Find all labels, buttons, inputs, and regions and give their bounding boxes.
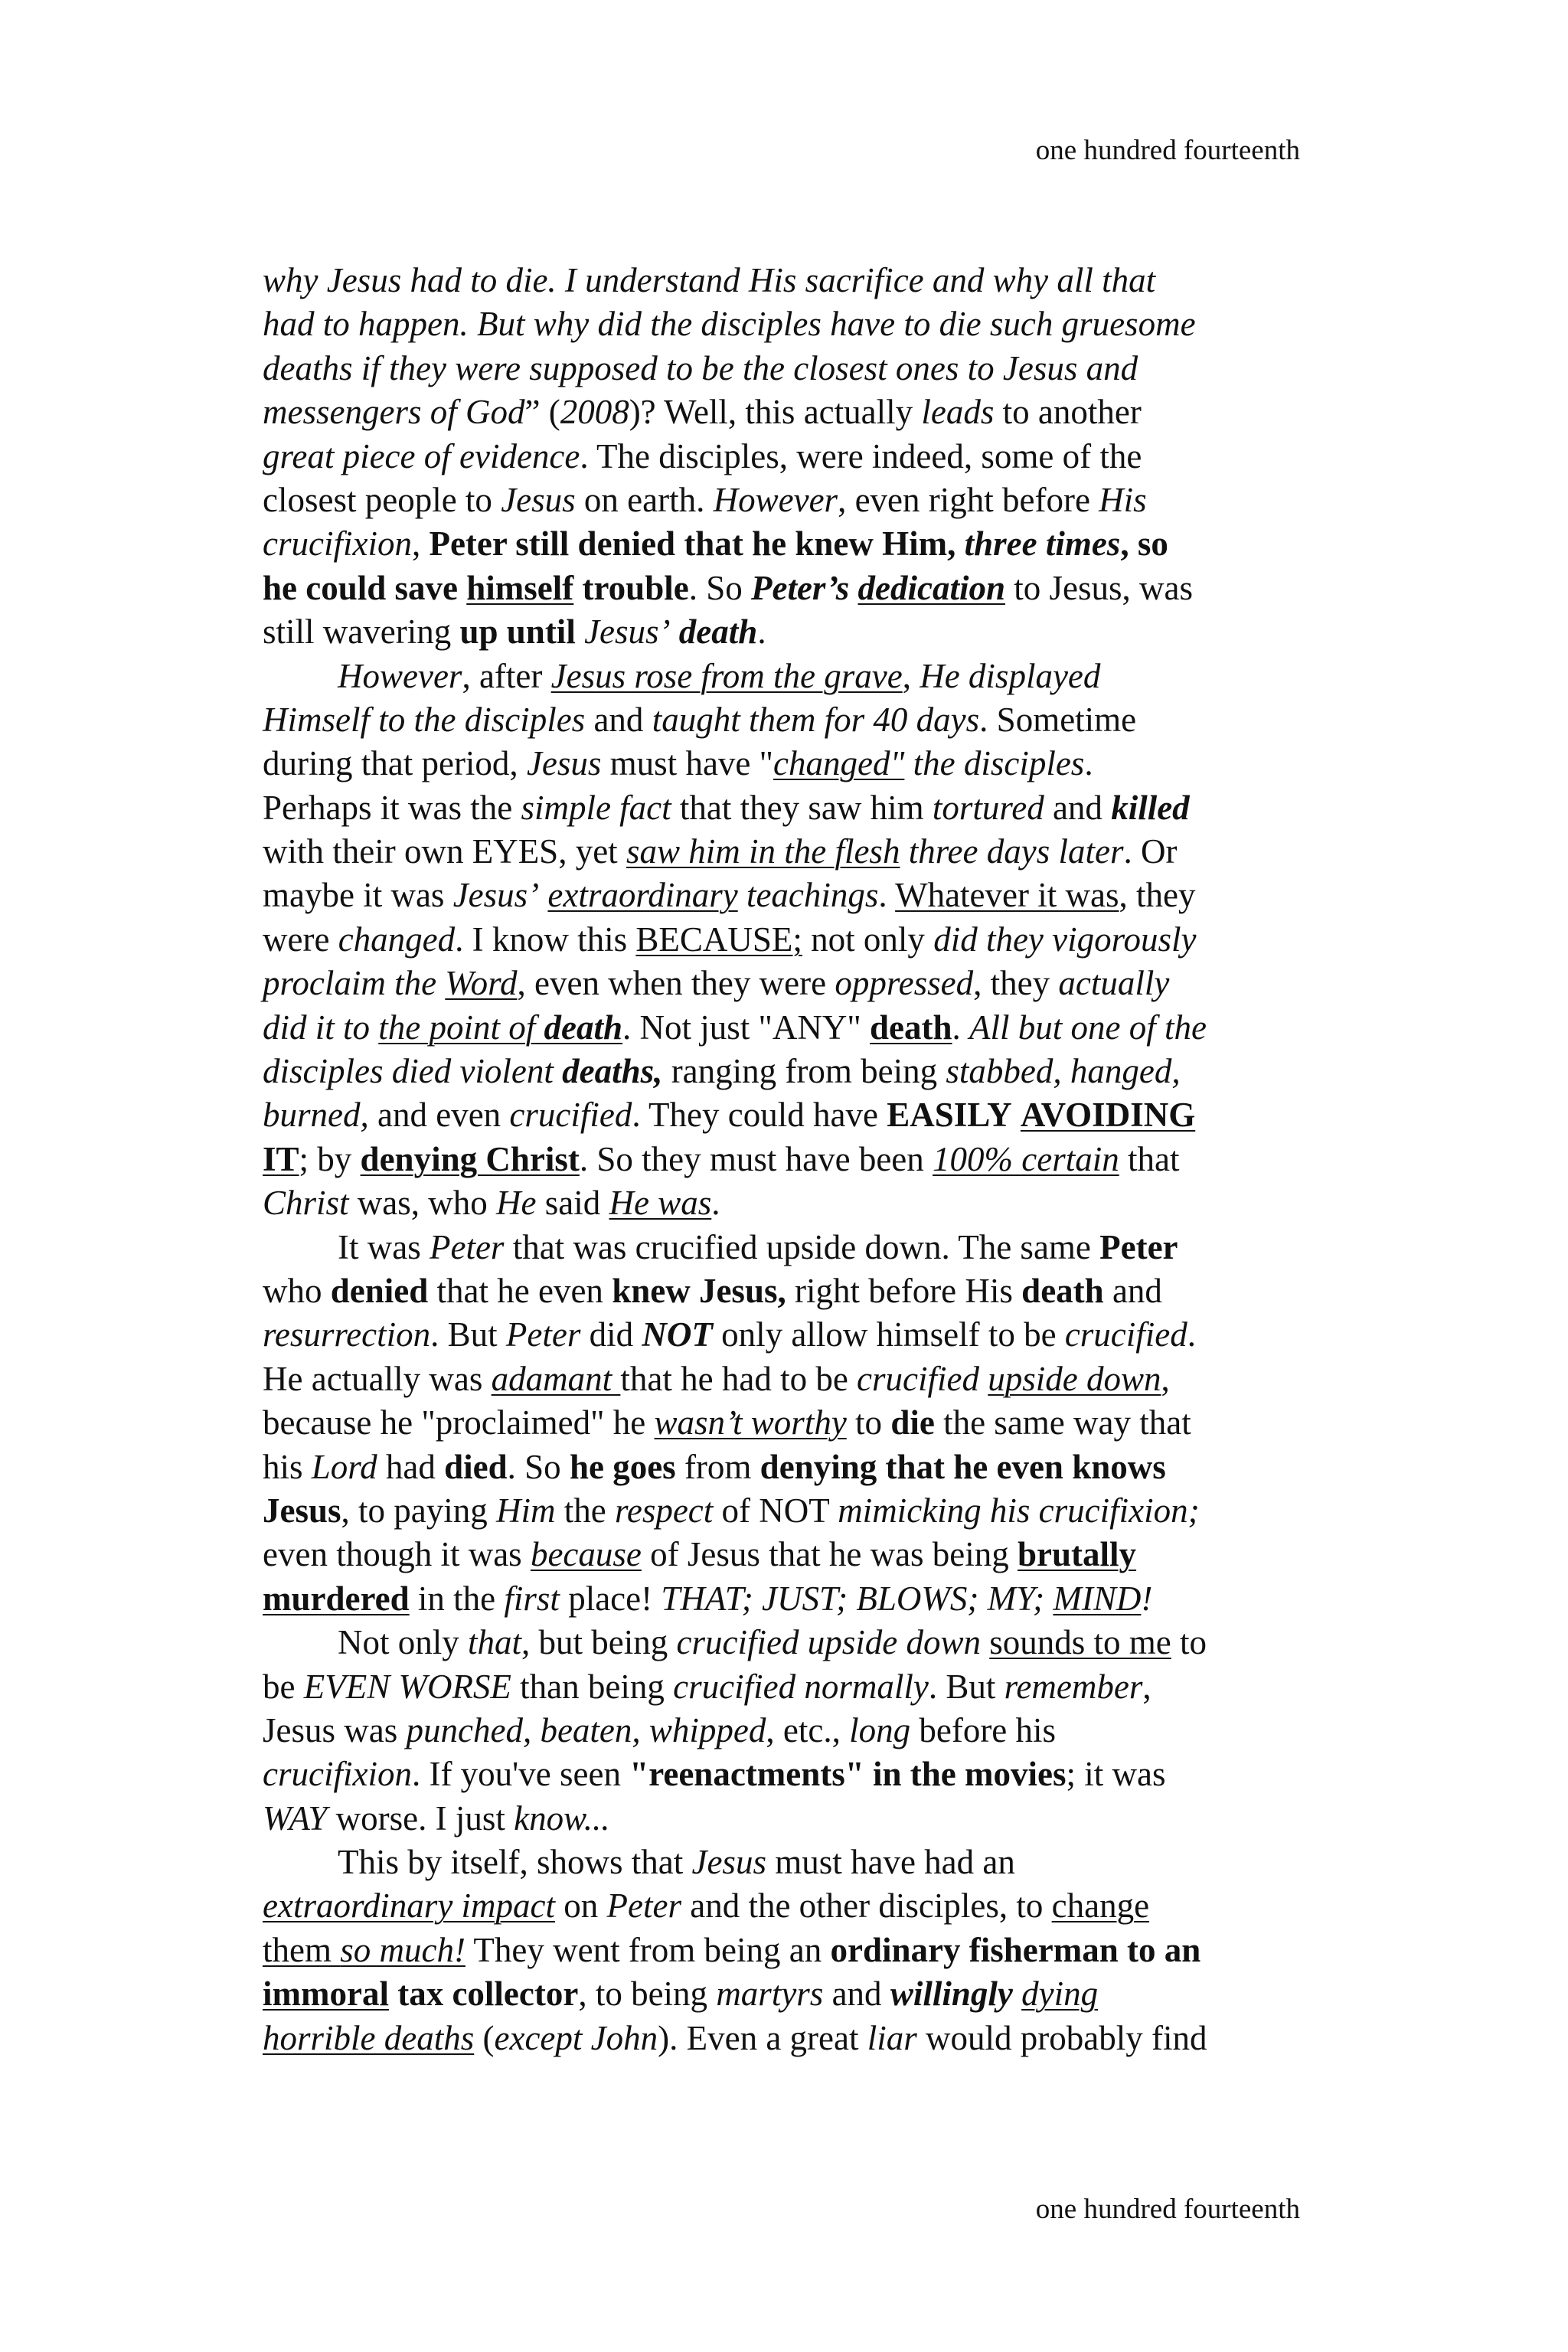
text-run: of NOT [713, 1491, 838, 1530]
text-run: He was [609, 1184, 712, 1223]
text-run: , to paying [341, 1491, 497, 1530]
text-run: messengers of God [263, 393, 525, 432]
text-line [263, 2017, 1319, 2060]
text-run: closest people to [263, 480, 501, 519]
text-run: , even when they were [517, 964, 835, 1003]
text-run: Not only [338, 1623, 469, 1662]
text-run: . Sometime [979, 700, 1137, 739]
text-run: They went from being an [465, 1930, 831, 1969]
text-run: died [444, 1447, 508, 1486]
text-run: because he "proclaimed" he [263, 1403, 655, 1442]
text-run: , even right before [838, 480, 1099, 519]
text-run: EVEN WORSE [303, 1667, 511, 1706]
text-line [263, 1709, 1319, 1753]
text-line [263, 1226, 1319, 1269]
text-line [263, 1665, 1319, 1709]
text-run: the point of [378, 1008, 544, 1047]
text-run: Perhaps it was the [263, 788, 521, 827]
text-run: were [263, 920, 338, 959]
text-run: he goes [569, 1447, 676, 1486]
text-line [263, 479, 1319, 522]
text-line [263, 259, 1319, 302]
text-run: , [902, 656, 920, 695]
text-run: crucified [857, 1359, 979, 1398]
text-run: . So [688, 568, 751, 607]
text-run: must have had an [766, 1843, 1015, 1882]
text-line [263, 1446, 1319, 1489]
text-run: . They could have [632, 1096, 887, 1135]
text-run: Lord [311, 1447, 377, 1486]
text-line [263, 1972, 1319, 2016]
text-run: know... [514, 1798, 610, 1838]
text-run: . But [928, 1667, 1004, 1706]
text-line [263, 1093, 1319, 1137]
text-run: 2008 [560, 393, 629, 432]
text-line [263, 1753, 1319, 1796]
text-run: , to being [578, 1975, 717, 2014]
text-run: ! [1141, 1579, 1153, 1618]
text-run [849, 569, 858, 607]
text-run: Peter [505, 1315, 581, 1354]
text-run: Peter [606, 1886, 681, 1926]
text-run: the same way that [934, 1403, 1191, 1442]
text-line [263, 302, 1319, 346]
text-run [981, 1623, 989, 1661]
text-run: It was [338, 1227, 430, 1266]
text-run [904, 744, 913, 782]
text-line [263, 1181, 1319, 1225]
text-run: with their own EYES, yet [263, 832, 626, 871]
text-line [263, 698, 1319, 742]
text-run: However [713, 480, 838, 519]
text-run: to another [994, 393, 1142, 432]
text-run: crucified [509, 1096, 632, 1135]
text-run: . So [507, 1447, 570, 1486]
text-run: right before His [786, 1271, 1022, 1310]
text-run: extraordinary impact [263, 1886, 556, 1926]
text-line [263, 1313, 1319, 1357]
text-run: ranging from being [662, 1052, 946, 1091]
text-run [979, 1360, 988, 1398]
text-line [263, 390, 1319, 434]
text-run: deaths if they were supposed to be the closest ones to Jesus and [263, 348, 1138, 387]
header-page-label: one hundred fourteenth [1035, 135, 1300, 166]
text-run: crucifixion [263, 524, 412, 564]
text-run: that was crucified upside down. The same [504, 1227, 1100, 1266]
text-run: up until [459, 612, 576, 652]
text-run: death [678, 612, 758, 652]
text-run: immoral [263, 1975, 389, 2014]
text-run: EASILY [887, 1096, 1012, 1135]
text-run: ). Even a great [658, 2018, 867, 2057]
text-line [263, 435, 1319, 479]
text-run [738, 876, 746, 914]
text-run: . The disciples, were indeed, some of the [580, 436, 1142, 475]
text-run: This by itself, shows that [338, 1843, 692, 1882]
text-run: of Jesus that he was being [641, 1535, 1018, 1574]
text-run: death [1021, 1271, 1104, 1310]
text-run: changed" [773, 744, 905, 783]
text-run: AVOIDING [1020, 1096, 1196, 1135]
text-run: great piece of evidence [263, 436, 580, 475]
text-run [539, 876, 547, 914]
text-run: Peter’s [750, 568, 850, 607]
text-run: Peter [429, 1227, 505, 1266]
text-run: horrible deaths [263, 2018, 475, 2057]
text-run: that he had to be [620, 1359, 858, 1398]
text-line [263, 786, 1319, 830]
text-run: on [555, 1886, 607, 1926]
text-run: , etc., [766, 1710, 850, 1749]
text-run: 100% certain [933, 1139, 1119, 1178]
text-run: denying Christ [360, 1139, 580, 1178]
text-run: Jesus’ [584, 612, 671, 652]
text-line [263, 1621, 1319, 1664]
text-run: only allow himself to be [712, 1315, 1065, 1354]
text-run: wasn’t worthy [654, 1403, 847, 1442]
text-run: knew Jesus, [612, 1271, 786, 1310]
text-line [263, 567, 1319, 610]
text-run: would probably find [916, 2018, 1207, 2057]
body-text [263, 259, 1319, 2081]
text-run: because [530, 1535, 642, 1574]
text-line [263, 655, 1319, 698]
text-run: except John [494, 2018, 658, 2057]
text-run: ” ( [524, 393, 560, 432]
text-run: and [823, 1975, 890, 2014]
text-run: to Jesus, was [1005, 568, 1193, 607]
text-run: so much! [340, 1930, 466, 1969]
text-line [263, 918, 1319, 962]
text-run: . [757, 612, 766, 652]
text-run: the [555, 1491, 615, 1530]
text-run: place! [559, 1579, 662, 1618]
text-run: He [496, 1184, 537, 1223]
text-run: , but being [521, 1623, 677, 1662]
text-run [576, 612, 584, 651]
text-run: tax collector [388, 1975, 579, 2014]
text-run: and even [368, 1096, 510, 1135]
text-run: simple fact [521, 788, 671, 827]
text-run: All but one of the [969, 1008, 1207, 1047]
text-run [900, 832, 908, 871]
text-run: . [952, 1008, 970, 1047]
text-run: on earth. [575, 480, 714, 519]
text-run: taught them for 40 days [652, 700, 980, 739]
text-run: . I know this [455, 920, 636, 959]
text-run: . Not just "ANY" [622, 1008, 871, 1047]
text-run: ; it was [1066, 1755, 1166, 1794]
text-run: crucified [1064, 1315, 1187, 1354]
text-run: Peter [1099, 1227, 1178, 1266]
text-run: willingly [890, 1975, 1013, 2014]
text-run: death [870, 1008, 952, 1047]
text-run: , [1142, 1667, 1152, 1706]
text-run: , after [462, 656, 551, 695]
text-run: Himself to the disciples [263, 700, 586, 739]
text-line [263, 962, 1319, 1005]
text-run: trouble [573, 568, 689, 607]
text-run: first [504, 1579, 560, 1618]
text-run: punched, beaten, whipped [406, 1710, 766, 1749]
text-run: he could save [263, 568, 467, 607]
text-run: teachings [746, 876, 879, 915]
text-run: deaths, [562, 1052, 663, 1091]
text-run: upside down [988, 1359, 1161, 1398]
text-run: NOT [642, 1315, 713, 1354]
text-run: However [338, 656, 462, 695]
text-run: in the [409, 1579, 505, 1618]
text-run: ; by [299, 1139, 361, 1178]
text-line [263, 874, 1319, 917]
text-run: sounds to me [989, 1623, 1171, 1662]
text-run: long [849, 1710, 911, 1749]
text-run: murdered [263, 1579, 410, 1618]
text-run: was, who [348, 1184, 497, 1223]
text-run: . [1084, 744, 1093, 783]
text-run: had [377, 1447, 445, 1486]
text-run: his [263, 1447, 312, 1486]
text-run [671, 612, 679, 651]
text-run: Jesus [263, 1491, 341, 1530]
text-run: Jesus [526, 744, 602, 783]
text-run: who [263, 1271, 331, 1310]
text-run: said [536, 1184, 609, 1223]
text-run: , [1161, 1359, 1170, 1398]
text-run: why Jesus had to die. I understand His sacrifice and why all that [263, 261, 1156, 299]
text-run: actually [1058, 964, 1170, 1003]
text-run: three times [964, 524, 1121, 564]
text-run: to [846, 1403, 891, 1442]
text-run: and [585, 700, 652, 739]
text-run: "reenactments" in the movies [629, 1755, 1067, 1794]
text-line [263, 522, 1319, 566]
text-run: martyrs [716, 1975, 824, 2014]
text-run: did they vigorously [933, 920, 1197, 959]
text-run: stabbed, hanged, [946, 1052, 1181, 1091]
text-run: leads [921, 393, 995, 432]
text-run: death [544, 1008, 623, 1047]
text-line [263, 1006, 1319, 1050]
text-run: and [1103, 1271, 1162, 1310]
text-run: even though it was [263, 1535, 531, 1574]
text-run: to [1171, 1623, 1207, 1662]
text-run: . Or [1123, 832, 1178, 871]
text-run: burned, [263, 1096, 369, 1135]
text-run: He actually was [263, 1359, 492, 1398]
text-line [263, 1929, 1319, 1972]
text-run: denying that he even knows [760, 1447, 1166, 1486]
text-line [263, 1533, 1319, 1576]
text-run: His [1099, 480, 1147, 519]
text-run: ( [474, 2018, 495, 2057]
text-run: be [263, 1667, 304, 1706]
text-run: not only [802, 920, 934, 959]
text-line [263, 1050, 1319, 1093]
text-run: crucifixion [263, 1755, 412, 1794]
text-run: BECAUSE; [635, 920, 802, 959]
text-line [263, 742, 1319, 786]
text-run: must have " [601, 744, 774, 783]
text-run: had to happen. But why did the disciples have to die such gruesome [263, 305, 1196, 344]
text-run: . But [430, 1315, 506, 1354]
text-run: that he even [428, 1271, 612, 1310]
text-run: resurrection [263, 1315, 431, 1354]
text-run: that [1119, 1139, 1180, 1178]
text-line [263, 1577, 1319, 1621]
text-run: changed [338, 920, 456, 959]
text-run: did it to [263, 1008, 379, 1047]
text-run: them [263, 1930, 341, 1969]
text-run: Peter still denied that he knew Him, [429, 524, 965, 564]
text-run: crucified normally [673, 1667, 929, 1706]
text-line [263, 347, 1319, 390]
text-run: that they saw him [671, 788, 933, 827]
text-run: Him [496, 1491, 556, 1530]
text-run: that [468, 1623, 522, 1662]
text-run: and the other disciples, to [681, 1886, 1052, 1926]
text-run: during that period, [263, 744, 527, 783]
text-run: saw him in the flesh [626, 832, 900, 871]
text-run: maybe it was [263, 876, 453, 915]
text-run: liar [867, 2018, 917, 2057]
text-run: before his [910, 1710, 1057, 1749]
text-run: Christ [263, 1184, 349, 1223]
footer-page-label: one hundred fourteenth [1035, 2194, 1300, 2225]
text-run: mimicking his crucifixion; [838, 1491, 1200, 1530]
text-run: Jesus rose from the grave [550, 656, 903, 695]
text-run: ordinary fisherman to an [830, 1930, 1201, 1969]
text-run: MIND [1053, 1579, 1142, 1618]
text-run: He displayed [920, 656, 1101, 695]
text-run: , they [973, 964, 1059, 1003]
text-run: did [580, 1315, 642, 1354]
text-run [1012, 1096, 1021, 1134]
text-run: Jesus [691, 1843, 766, 1882]
text-line [263, 1357, 1319, 1401]
text-run: worse. I just [327, 1798, 514, 1838]
text-line [263, 1138, 1319, 1181]
text-run: , so [1120, 524, 1168, 564]
text-run: . [878, 876, 896, 915]
text-run: from [675, 1447, 760, 1486]
text-run: disciples died violent [263, 1052, 563, 1091]
text-run: and [1044, 788, 1112, 827]
text-run: Jesus was [263, 1710, 407, 1749]
text-run: IT [263, 1139, 299, 1178]
text-run: three days later [908, 832, 1124, 871]
text-run: killed [1111, 788, 1190, 827]
text-line [263, 1797, 1319, 1841]
text-run: die [890, 1403, 935, 1442]
text-run: oppressed [835, 964, 974, 1003]
text-run: remember [1004, 1667, 1143, 1706]
text-line [263, 830, 1319, 874]
text-run: , [411, 524, 430, 564]
text-run: proclaim the [263, 964, 446, 1003]
text-run: Jesus’ [452, 876, 540, 915]
text-run: crucified upside down [676, 1623, 981, 1662]
text-run: tortured [932, 788, 1044, 827]
text-line [263, 1401, 1319, 1445]
text-line [263, 610, 1319, 654]
text-run: change [1051, 1886, 1150, 1926]
text-run: than being [511, 1667, 674, 1706]
text-line [263, 1884, 1319, 1928]
text-run: adamant [491, 1359, 621, 1398]
text-run: . So they must have been [579, 1139, 933, 1178]
text-run: . If you've seen [411, 1755, 630, 1794]
text-run: dedication [858, 568, 1005, 607]
text-run: , they [1119, 876, 1196, 915]
text-line [263, 1489, 1319, 1533]
text-run: brutally [1018, 1535, 1137, 1574]
text-run: the disciples [913, 744, 1085, 783]
text-run: . [711, 1184, 720, 1223]
text-run: THAT; JUST; BLOWS; MY; [661, 1579, 1054, 1618]
text-line [263, 1841, 1319, 1884]
text-run: Word [445, 964, 518, 1003]
text-run: denied [330, 1271, 429, 1310]
text-run: dying [1021, 1975, 1099, 2014]
text-run: Whatever it was [895, 876, 1119, 915]
text-run [1013, 1975, 1021, 2013]
text-line [263, 1269, 1319, 1313]
text-run: WAY [263, 1798, 328, 1838]
text-run: . [1187, 1315, 1197, 1354]
text-run: Jesus [501, 480, 576, 519]
text-run: himself [466, 568, 574, 607]
text-run: extraordinary [547, 876, 738, 915]
text-run: still wavering [263, 612, 460, 652]
text-run: respect [615, 1491, 714, 1530]
text-run: )? Well, this actually [629, 393, 922, 432]
